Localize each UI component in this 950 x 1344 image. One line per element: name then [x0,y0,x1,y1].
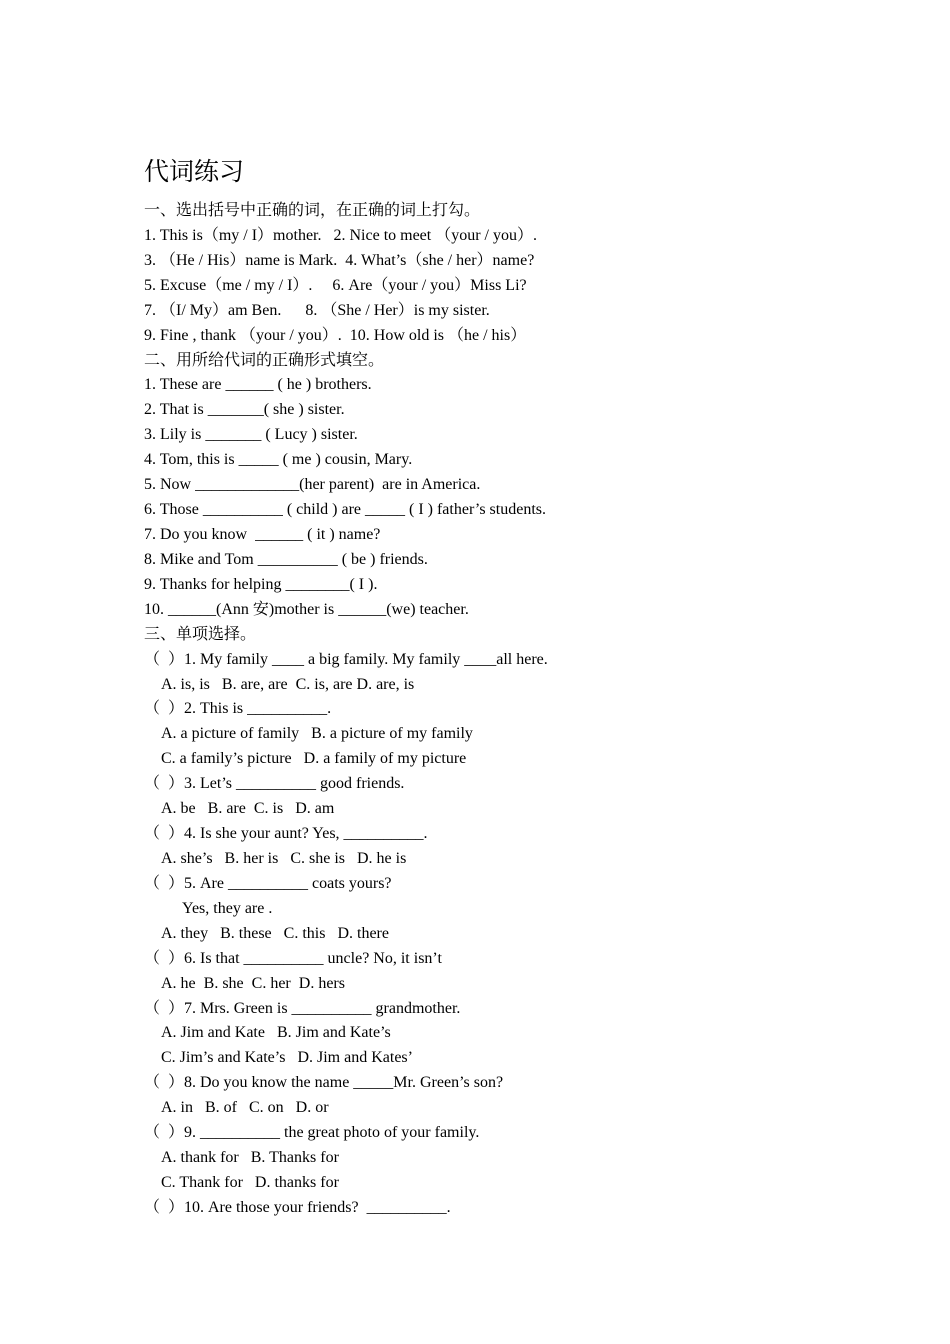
answer-options: A. a picture of family B. a picture of my family [161,725,473,743]
choice-question: （ ）8. Do you know the name _____Mr. Green’s son? [144,1074,504,1092]
exercise-item: 4. Tom, this is _____ ( me ) cousin, Mary. [144,451,413,469]
choice-question: （ ）1. My family ____ a big family. My family ____all here. [144,650,548,668]
exercise-item: 3. Lily is _______ ( Lucy ) sister. [144,426,358,444]
exercise-content [144,199,904,1221]
section-heading: 一、选出括号中正确的词，在正确的词上打勾。 [144,202,481,219]
exercise-item: 2. That is _______( she ) sister. [144,401,345,419]
answer-options: A. be B. are C. is D. am [161,800,335,818]
choice-question: （ ）5. Are __________ coats yours? [144,874,392,892]
choice-question: （ ）2. This is __________. [144,700,332,718]
section-heading: 二、用所给代词的正确形式填空。 [144,351,385,369]
choice-question: （ ）7. Mrs. Green is __________ grandmother. [144,999,461,1017]
exercise-item: 8. Mike and Tom __________ ( be ) friends. [144,550,428,568]
exercise-item: 1. These are ______ ( he ) brothers. [144,376,372,394]
answer-options: C. Thank for D. thanks for [161,1173,339,1191]
section-heading: 三、单项选择。 [144,625,257,643]
exercise-item: 10. ______(Ann 安)mother is ______(we) teacher. [144,600,469,618]
exercise-item: 9. Thanks for helping ________( I ). [144,575,378,593]
exercise-item: 9. Fine , thank （your / you）. 10. How old is （he / his） [144,326,527,344]
question-response: Yes, they are . [182,899,273,917]
exercise-item: 5. Excuse（me / my / I）. 6. Are（your / you）Miss Li? [144,276,527,294]
answer-options: A. he B. she C. her D. hers [161,974,345,992]
choice-question: （ ）6. Is that __________ uncle? No, it isn’t [144,949,442,967]
answer-options: A. thank for B. Thanks for [161,1149,339,1167]
answer-options: A. is, is B. are, are C. is, are D. are, is [161,675,415,693]
page-title: 代词练习 [144,159,245,186]
choice-question: （ ）9. __________ the great photo of your family. [144,1124,480,1142]
answer-options: C. a family’s picture D. a family of my picture [161,750,467,768]
choice-question: （ ）4. Is she your aunt? Yes, __________. [144,825,428,843]
answer-options: A. they B. these C. this D. there [161,924,389,942]
answer-options: A. in B. of C. on D. or [161,1099,329,1117]
exercise-item: 7. （I/ My）am Ben. 8. （She / Her）is my sister. [144,301,490,319]
exercise-item: 5. Now _____________(her parent) are in America. [144,476,481,494]
exercise-item: 3. （He / His）name is Mark. 4. What’s（she / her）name? [144,251,535,269]
choice-question: （ ）10. Are those your friends? __________. [144,1198,451,1216]
answer-options: A. she’s B. her is C. she is D. he is [161,849,407,867]
answer-options: C. Jim’s and Kate’s D. Jim and Kates’ [161,1049,413,1067]
exercise-item: 1. This is（my / I）mother. 2. Nice to meet （your / you）. [144,226,538,244]
choice-question: （ ）3. Let’s __________ good friends. [144,775,405,793]
exercise-item: 6. Those __________ ( child ) are _____ ( I ) father’s students. [144,501,546,519]
exercise-item: 7. Do you know ______ ( it ) name? [144,525,381,543]
answer-options: A. Jim and Kate B. Jim and Kate’s [161,1024,391,1042]
